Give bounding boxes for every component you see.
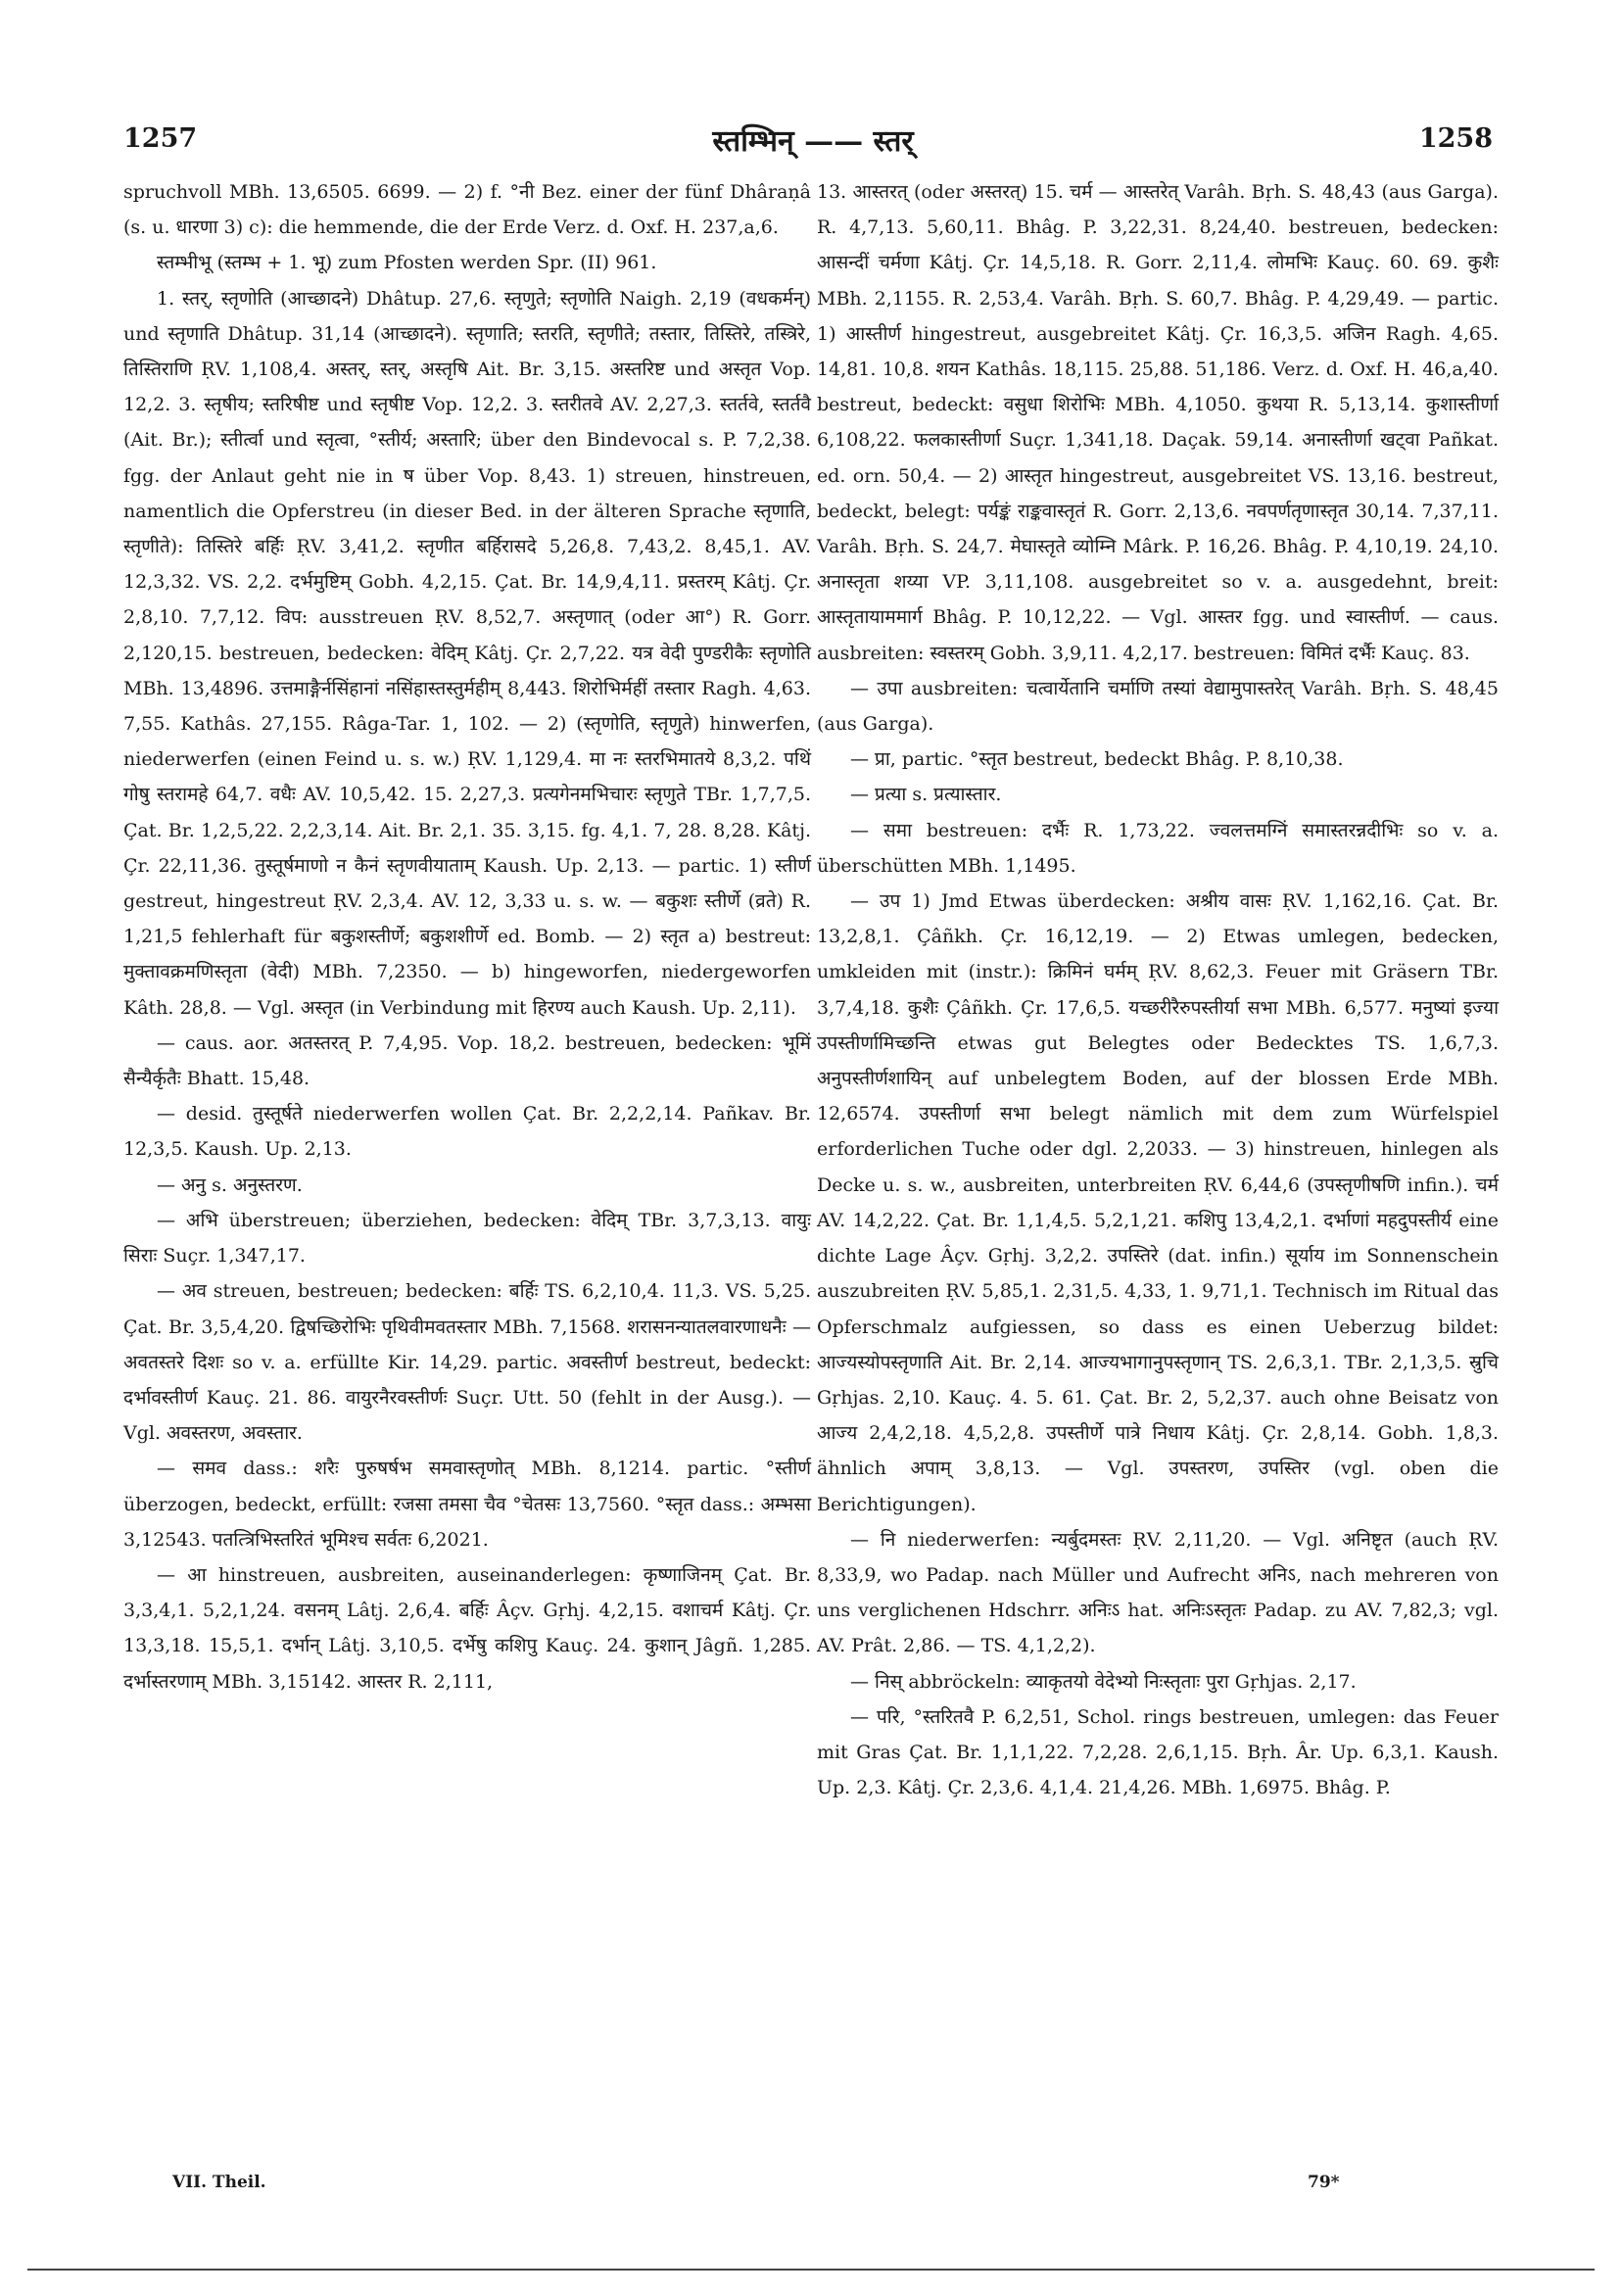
right-column	[817, 174, 1499, 1805]
entry-paragraph: — आ hinstreuen, ausbreiten, auseinanderlegen: कृष्णाजिनम् Çat. Br. 3,3,4,1. 5,2,1,24. वसनम् Lâtj. 2,6,4. बर्हिः Âçv. Gṛhj. 4,2,15. वशाचर्म Kâtj. Çr. 13,3,18. 15,5,1. दर्भान् Lâtj. 3,10,5. दर्भेषु कशिपु Kauç. 24. कुशान् Jâgñ. 1,285. दर्भास्तरणाम् MBh. 3,15142. आस्तर R. 2,111,	[123, 1563, 811, 1693]
left-column	[123, 174, 811, 1699]
entry-paragraph: — अभि überstreuen; überziehen, bedecken: वेदिम् TBr. 3,7,3,13. वायुः सिराः Suçr. 1,347,17.	[123, 1209, 811, 1268]
entry-paragraph: — उपा ausbreiten: चत्वार्येतानि चर्माणि तस्यां वेद्यामुपास्तरेत् Varâh. Bṛh. S. 48,45 (aus Garga).	[817, 677, 1499, 736]
sheet-number: 79*	[1308, 2173, 1340, 2192]
entry-paragraph: — उप 1) Jmd Etwas überdecken: अश्रीय वासः ṚV. 1,162,16. Çat. Br. 13,2,8,1. Çâñkh. Çr. 16,12,19. — 2) Etwas umlegen, bedecken, umkleiden mit (instr.): क्रिमिनं घर्मम् ṚV. 8,62,3. Feuer mit Gräsern TBr. 3,7,4,18. कुशैः Çâñkh. Çr. 17,6,5. यच्छरीरैरुपस्तीर्या सभा MBh. 6,577. मनुष्यां इज्या उपस्तीर्णामिच्छन्ति etwas gut Belegtes oder Bedecktes TS. 1,6,7,3. अनुपस्तीर्णशायिन् auf unbelegtem Boden, auf der blossen Erde MBh. 12,6574. उपस्तीर्णा सभा belegt nämlich mit dem zum Würfelspiel erforderlichen Tuche oder dgl. 2,2033. — 3) hinstreuen, hinlegen als Decke u. s. w., ausbreiten, unterbreiten ṚV. 6,44,6 (उपस्तृणीषणि infin.). चर्म AV. 14,2,22. Çat. Br. 1,1,4,5. 5,2,1,21. कशिपु 13,4,2,1. दर्भाणां महदुपस्तीर्य eine dichte Lage Âçv. Gṛhj. 3,2,2. उपस्तिरे (dat. infin.) सूर्याय im Sonnenschein auszubreiten ṚV. 5,85,1. 2,31,5. 4,33, 1. 9,71,1. Technisch im Ritual das Opferschmalz aufgiessen, so dass es einen Ueberzug bildet: आज्यस्योपस्तृणाति Ait. Br. 2,14. आज्यभागानुपस्तृणान् TS. 2,6,3,1. TBr. 2,1,3,5. स्रुचि Gṛhjas. 2,10. Kauç. 4. 5. 61. Çat. Br. 2, 5,2,37. auch ohne Beisatz von आज्य 2,4,2,18. 4,5,2,8. उपस्तीर्णे पात्रे निधाय Kâtj. Çr. 2,8,14. Gobh. 1,8,3. ähnlich अपाम् 3,8,13. — Vgl. उपस्तरण, उपस्तिर (vgl. oben die Berichtigungen).	[817, 890, 1499, 1515]
entry-paragraph: — caus. aor. अतस्तरत् P. 7,4,95. Vop. 18,2. bestreuen, bedecken: भूमिं सैन्यैर्कृतैः Bhatt. 15,48.	[123, 1031, 811, 1090]
entry-paragraph: 13. आस्तरत् (oder अस्तरत्) 15. चर्म — आस्तरेत् Varâh. Bṛh. S. 48,43 (aus Garga). R. 4,7,13. 5,60,11. Bhâg. P. 3,22,31. 8,24,40. bestreuen, bedecken: आसन्दीं चर्मणा Kâtj. Çr. 14,5,18. R. Gorr. 2,11,4. लोमभिः Kauç. 60. 69. कुशैः MBh. 2,1155. R. 2,53,4. Varâh. Bṛh. S. 60,7. Bhâg. P. 4,29,49. — partic. 1) आस्तीर्ण hingestreut, ausgebreitet Kâtj. Çr. 16,3,5. अजिन Ragh. 4,65. 14,81. 10,8. शयन Kathâs. 18,115. 25,88. 51,186. Verz. d. Oxf. H. 46,a,40. bestreut, bedeckt: वसुधा शिरोभिः MBh. 4,1050. कुथया R. 5,13,14. कुशास्तीर्णा 6,108,22. फलकास्तीर्णा Suçr. 1,341,18. Daçak. 59,14. अनास्तीर्णा खट्वा Pañkat. ed. orn. 50,4. — 2) आस्तृत hingestreut, ausgebreitet VS. 13,16. bestreut, bedeckt, belegt: पर्यङ्कं राङ्कवास्तृतं R. Gorr. 2,13,6. नवपर्णतृणास्तृत 30,14. 7,37,11. Varâh. Bṛh. S. 24,7. मेघास्तृते व्योम्नि Mârk. P. 16,26. Bhâg. P. 4,10,19. 24,10. अनास्तृता शय्या VP. 3,11,108. ausgebreitet so v. a. ausgedehnt, breit: आस्तृतायाममार्ग Bhâg. P. 10,12,22. — Vgl. आस्तर fgg. und स्वास्तीर्ण. — caus. ausbreiten: स्वस्तरम् Gobh. 3,9,11. 4,2,17. bestreuen: विमितं दर्भैः Kauç. 83.	[817, 181, 1499, 664]
volume-signature: VII. Theil.	[172, 2173, 266, 2192]
entry-paragraph: — निस् abbröckeln: व्याकृतयो वेदेभ्यो निःस्तृताः पुरा Gṛhjas. 2,17.	[850, 1670, 1357, 1693]
page-number-right: 1258	[1418, 123, 1493, 154]
entry-paragraph: 1. स्तर्, स्तृणोति (आच्छादने) Dhâtup. 27,6. स्तृणुते; स्तृणोति Naigh. 2,19 (वधकर्मन्) und स्तृणाति Dhâtup. 31,14 (आच्छादने). स्तृणाति; स्तरति, स्तृणीते; तस्तार, तिस्तिरे, तस्त्रिरे, तिस्तिराणि ṚV. 1,108,4. अस्तर्, स्तर्, अस्तृषि Ait. Br. 3,15. अस्तरिष्ट und अस्तृत Vop. 12,2. 3. स्तृषीय; स्तरिषीष्ट und स्तृषीष्ट Vop. 12,2. 3. स्तरीतवे AV. 2,27,3. स्तर्तवे, स्तर्तवै (Ait. Br.); स्तीर्त्वा und स्तृत्वा, °स्तीर्य; अस्तारि; über den Bindevocal s. P. 7,2,38. fgg. der Anlaut geht nie in ष über Vop. 8,43. 1) streuen, hinstreuen, namentlich die Opferstreu (in dieser Bed. in der älteren Sprache स्तृणाति, स्तृणीते): तिस्तिरे बर्हिः ṚV. 3,41,2. स्तृणीत बर्हिरासदे 5,26,8. 7,43,2. 8,45,1. AV. 12,3,32. VS. 2,2. दर्भमुष्टिम् Gobh. 4,2,15. Çat. Br. 14,9,4,11. प्रस्तरम् Kâtj. Çr. 2,8,10. 7,7,12. विप: ausstreuen ṚV. 8,52,7. अस्तृणात् (oder आ°) R. Gorr. 2,120,15. bestreuen, bedecken: वेदिम् Kâtj. Çr. 2,7,22. यत्र वेदी पुण्डरीकैः स्तृणोति MBh. 13,4896. उत्तमाङ्गैर्नसिंहानां नसिंहास्तस्तुर्महीम् 8,443. शिरोभिर्महीं तस्तार Ragh. 4,63. 7,55. Kathâs. 27,155. Râga-Tar. 1, 102. — 2) (स्तृणोति, स्तृणुते) hinwerfen, niederwerfen (einen Feind u. s. w.) ṚV. 1,129,4. मा नः स्तरभिमातये 8,3,2. पथिं गोषु स्तरामहे 64,7. वधैः AV. 10,5,42. 15. 2,27,3. प्रत्यगेनमभिचारः स्तृणुते TBr. 1,7,7,5. Çat. Br. 1,2,5,22. 2,2,3,14. Ait. Br. 2,1. 35. 3,15. fg. 4,1. 7, 28. 8,28. Kâtj. Çr. 22,11,36. तुस्तूर्षमाणो न कैनं स्तृणवीयाताम् Kaush. Up. 2,13. — partic. 1) स्तीर्ण gestreut, hingestreut ṚV. 2,3,4. AV. 12, 3,33 u. s. w. — बकुशः स्तीर्णे (व्रते) R. 1,21,5 fehlerhaft für बकुशस्तीर्णे; बकुशशीर्णे ed. Bomb. — 2) स्तृत a) bestreut: मुक्तावक्रमणिस्तृता (वेदी) MBh. 7,2350. — b) hingeworfen, niedergeworfen Kâth. 28,8. — Vgl. अस्तृत (in Verbindung mit हिरण्य auch Kaush. Up. 2,11).	[123, 287, 811, 1019]
entry-paragraph: स्तम्भीभू (स्तम्भ + 1. भू) zum Pfosten werden Spr. (II) 961.	[157, 252, 657, 274]
running-head: स्तम्भिन् —— स्तर्	[712, 124, 914, 159]
entry-paragraph: — समा bestreuen: दर्भैः R. 1,73,22. ज्वलत्तमग्निं समास्तरन्नदीभिः so v. a. überschütten MBh. 1,1495.	[817, 819, 1499, 877]
entry-paragraph: — अव streuen, bestreuen; bedecken: बर्हिः TS. 6,2,10,4. 11,3. VS. 5,25. Çat. Br. 3,5,4,20. द्विषच्छिरोभिः पृथिवीमवतस्तार MBh. 7,1568. शरासनन्यातलवारणाधनैः — अवतस्तरे दिशः so v. a. erfüllte Kir. 14,29. partic. अवस्तीर्ण bestreut, bedeckt: दर्भावस्तीर्ण Kauç. 21. 86. वायुरनैरवस्तीर्णः Suçr. Utt. 50 (fehlt in der Ausg.). — Vgl. अवस्तरण, अवस्तार.	[123, 1280, 811, 1445]
entry-paragraph: spruchvoll MBh. 13,6505. 6699. — 2) f. °नी Bez. einer der fünf Dhâraṇâ (s. u. धारणा 3) c): die hemmende, die der Erde Verz. d. Oxf. H. 237,a,6.	[123, 181, 811, 239]
entry-paragraph: — समव dass.: शरैः पुरुषर्षभ समवास्तृणोत् MBh. 8,1214. partic. °स्तीर्ण überzogen, bedeckt, erfüllt: रजसा तमसा चैव °चेतसः 13,7560. °स्तृत dass.: अम्भसा 3,12543. पतत्त्रिभिस्तरितं भूमिश्च सर्वतः 6,2021.	[123, 1458, 811, 1551]
entry-paragraph: — desid. तुस्तूर्षते niederwerfen wollen Çat. Br. 2,2,2,14. Pañkav. Br. 12,3,5. Kaush. Up. 2,13.	[123, 1103, 811, 1161]
entry-paragraph: — परि, °स्तरितवै P. 6,2,51, Schol. rings bestreuen, umlegen: das Feuer mit Gras Çat. Br. 1,1,1,22. 7,2,28. 2,6,1,15. Bṛh. Âr. Up. 6,3,1. Kaush. Up. 2,3. Kâtj. Çr. 2,3,6. 4,1,4. 21,4,26. MBh. 1,6975. Bhâg. P.	[817, 1705, 1499, 1799]
page-number-left: 1257	[123, 123, 198, 154]
entry-paragraph: — नि niederwerfen: न्यर्बुदमस्तः ṚV. 2,11,20. — Vgl. अनिष्टृत (auch ṚV. 8,33,9, wo Padap. nach Müller und Aufrecht अनिऽ, nach mehreren von uns verglichenen Hdschrr. अनिःऽ hat. अनिःऽस्तृतः Padap. zu AV. 7,82,3; vgl. AV. Prât. 2,86. — TS. 4,1,2,2).	[817, 1528, 1499, 1657]
entry-paragraph: — प्रत्या s. प्रत्यास्तार.	[850, 784, 1002, 806]
entry-paragraph: — प्रा, partic. °स्तृत bestreut, bedeckt Bhâg. P. 8,10,38.	[850, 748, 1344, 771]
entry-paragraph: — अनु s. अनुस्तरण.	[157, 1173, 303, 1196]
bottom-rule	[27, 2269, 1595, 2271]
